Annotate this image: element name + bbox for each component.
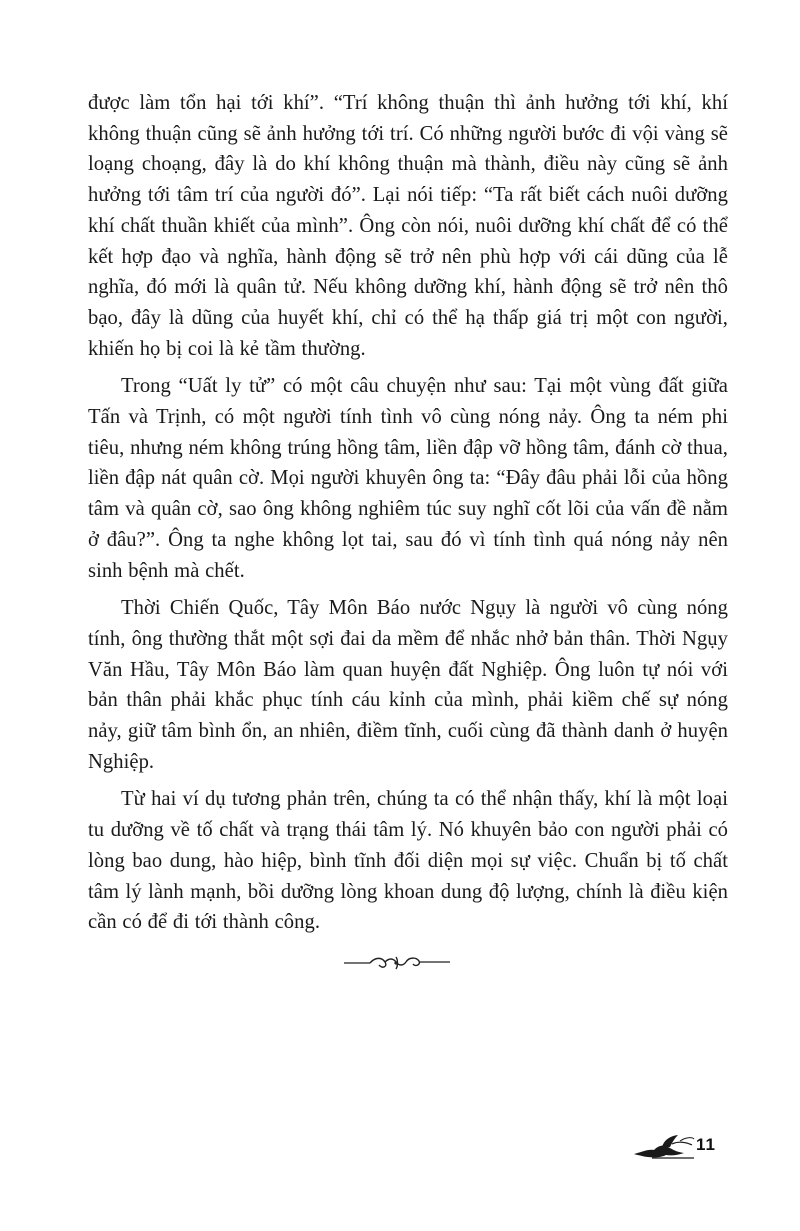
paragraph-conclusion: Từ hai ví dụ tương phản trên, chúng ta có thể nhận thấy, khí là một loại tu dưỡng về tố chất và trạng thái tâm lý. Nó khuyên bảo con người phải có lòng bao dung, hào hiệp, bình tĩnh đối diện mọi sự việc. Chuẩn bị tố chất tâm lý lành mạnh, bồi dưỡng lòng khoan dung độ lượng, chính là điều kiện cần có để đi tới thành công. [88,788,728,934]
paragraph-uat-ly-tu-story: Trong “Uất ly tử” có một câu chuyện như sau: Tại một vùng đất giữa Tấn và Trịnh, có một người tính tình vô cùng nóng nảy. Ông ta ném phi tiêu, nhưng ném không trúng hồng tâm, liền đập vỡ hồng tâm, đánh cờ thua, liền đập nát quân cờ. Mọi người khuyên ông ta: “Đây đâu phải lỗi của hồng tâm và quân cờ, sao ông không nghiêm túc suy nghĩ cốt lõi của vấn đề nằm ở đâu?”. Ông ta nghe không lọt tai, sau đó vì tính tình quá nóng nảy nên sinh bệnh mà chết. [88,375,728,582]
page-footer [622,1128,732,1164]
paragraph-tay-mon-bao: Thời Chiến Quốc, Tây Môn Báo nước Ngụy là người vô cùng nóng tính, ông thường thắt một sợi đai da mềm để nhắc nhở bản thân. Thời Ngụy Văn Hầu, Tây Môn Báo làm quan huyện đất Nghiệp. Ông luôn tự nói với bản thân phải khắc phục tính cáu kỉnh của mình, phải kiềm chế sự nóng nảy, giữ tâm bình ổn, an nhiên, điềm tĩnh, cuối cùng đã thành danh ở huyện Nghiệp. [88,597,728,773]
page-number: 11 [696,1135,716,1154]
flourish-divider-icon [342,948,452,976]
body-text [88,88,728,938]
flying-bird-icon [632,1132,696,1162]
paragraph-continuation: được làm tổn hại tới khí”. “Trí không thuận thì ảnh hưởng tới khí, khí không thuận cũng sẽ ảnh hưởng tới trí. Có những người bước đi vội vàng sẽ loạng choạng, đây là do khí không thuận mà thành, điều này cũng sẽ ảnh hưởng tới tâm trí của người đó”. Lại nói tiếp: “Ta rất biết cách nuôi dưỡng khí chất thuần khiết của mình”. Ông còn nói, nuôi dưỡng khí chất để có thể kết hợp đạo và nghĩa, hành động sẽ trở nên phù hợp với cái dũng của lễ nghĩa, đó mới là quân tử. Nếu không dưỡng khí, hành động sẽ trở nên thô bạo, đây là dũng của huyết khí, chỉ có thể hạ thấp giá trị một con người, khiến họ bị coi là kẻ tầm thường. [88,92,728,360]
